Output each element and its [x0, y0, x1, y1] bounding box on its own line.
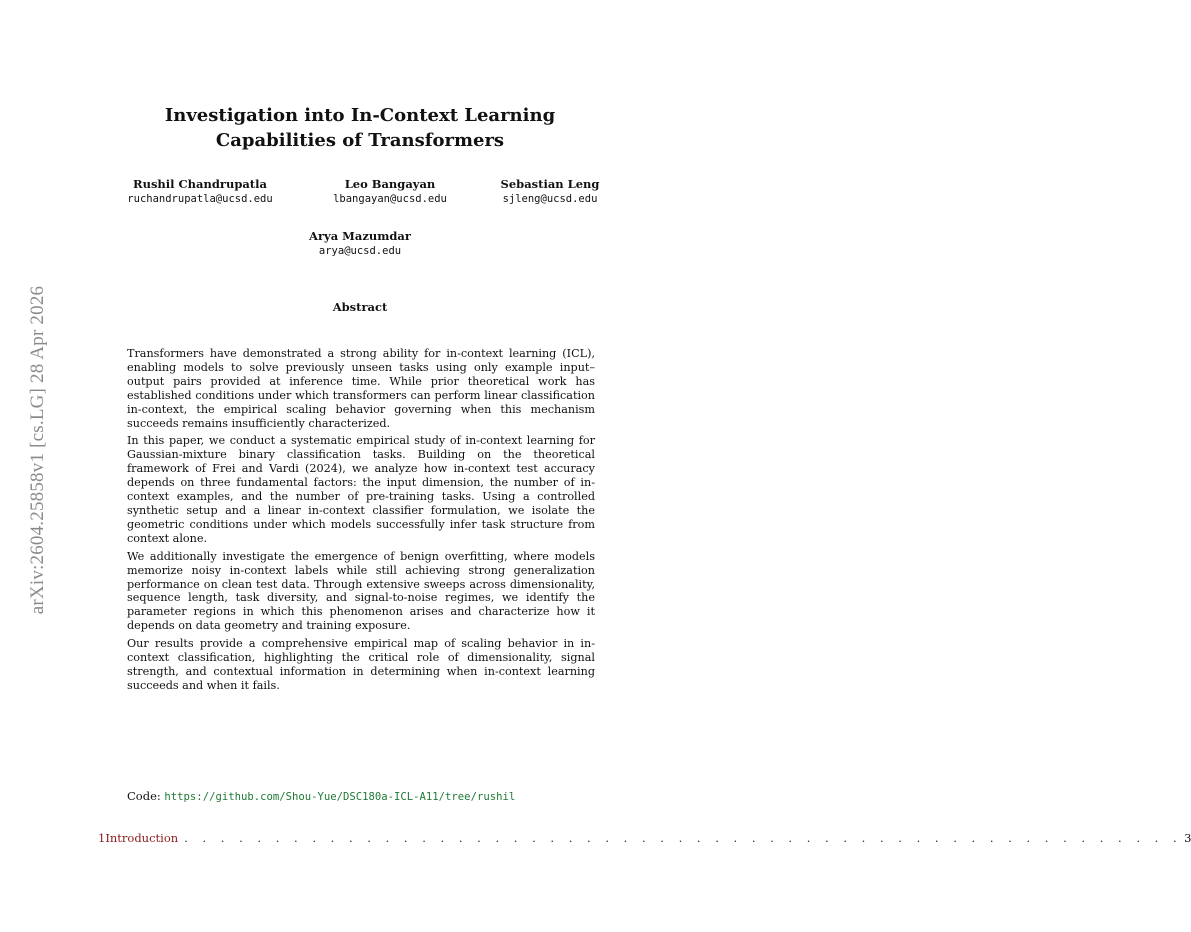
code-label: Code:: [127, 789, 161, 803]
arxiv-identifier-stamp: arXiv:2604.25858v1 [cs.LG] 28 Apr 2026: [27, 285, 48, 615]
code-availability: [127, 789, 515, 803]
abstract-paragraph: Our results provide a comprehensive empirical map of scaling behavior in in-context classification, highlighting the critical role of dimensionality, signal strength, and contextual information in determining when in-context learning succeeds and when it fails.: [127, 637, 595, 692]
toc-page-number: 3: [1184, 831, 1191, 845]
author-block: [450, 177, 650, 207]
author-name: Rushil Chandrupatla: [133, 177, 267, 191]
author-email: lbangayan@ucsd.edu: [333, 193, 447, 205]
author-email: ruchandrupatla@ucsd.edu: [127, 193, 273, 205]
toc-section-title[interactable]: Introduction: [105, 831, 179, 845]
toc-leader-dots: . . . . . . . . . . . . . . . . . . . . . . . . . . . . . . . . . . . . . . . . . . . . . . . . . . . . . . .: [184, 831, 1183, 845]
author-name: Leo Bangayan: [344, 177, 436, 191]
author-name: Sebastian Leng: [500, 177, 600, 191]
abstract-paragraph: We additionally investigate the emergence of benign overfitting, where models memorize noisy in-context labels while still achieving strong generalization performance on clean test data. Through extensive sweeps across dimensionality, sequence length, task diversity, and signal-to-noise regimes, we identify the parameter regions in which this phenomenon arises and characterize how it depends on data geometry and training exposure.: [127, 549, 595, 633]
author-email: sjleng@ucsd.edu: [502, 193, 598, 205]
toc-section-number: 1: [98, 831, 106, 845]
code-repository-link[interactable]: https://github.com/Shou-Yue/DSC180a-ICL-A11/tree/rushil: [164, 791, 516, 803]
abstract-heading: Abstract: [332, 300, 388, 314]
abstract-paragraph: Transformers have demonstrated a strong ability for in-context learning (ICL), enabling models to solve previously unseen tasks using only example input–output pairs provided at inference time. While prior theoretical work has established conditions under which transformers can perform linear classification in-context, the empirical scaling behavior governing when this mechanism succeeds remains insufficiently characterized.: [127, 347, 595, 430]
abstract-paragraph: In this paper, we conduct a systematic empirical study of in-context learning for Gaussian-mixture binary classification tasks. Building on the theoretical framework of Frei and Vardi (2024), we analyze how in-context test accuracy depends on three fundamental factors: the input dimension, the number of in-context examples, and the number of pre-training tasks. Using a controlled synthetic setup and a linear in-context classifier formulation, we isolate the geometric conditions under which models successfully infer task structure from context alone.: [127, 434, 595, 545]
author-block: [260, 229, 460, 259]
author-block: [100, 177, 300, 207]
paper-title: Investigation into In-Context Learning Capabilities of Transformers: [164, 105, 556, 151]
author-name: Arya Mazumdar: [309, 229, 411, 243]
author-email: arya@ucsd.edu: [318, 245, 402, 257]
toc-entry[interactable]: [98, 831, 1191, 845]
abstract-body: [127, 347, 595, 697]
